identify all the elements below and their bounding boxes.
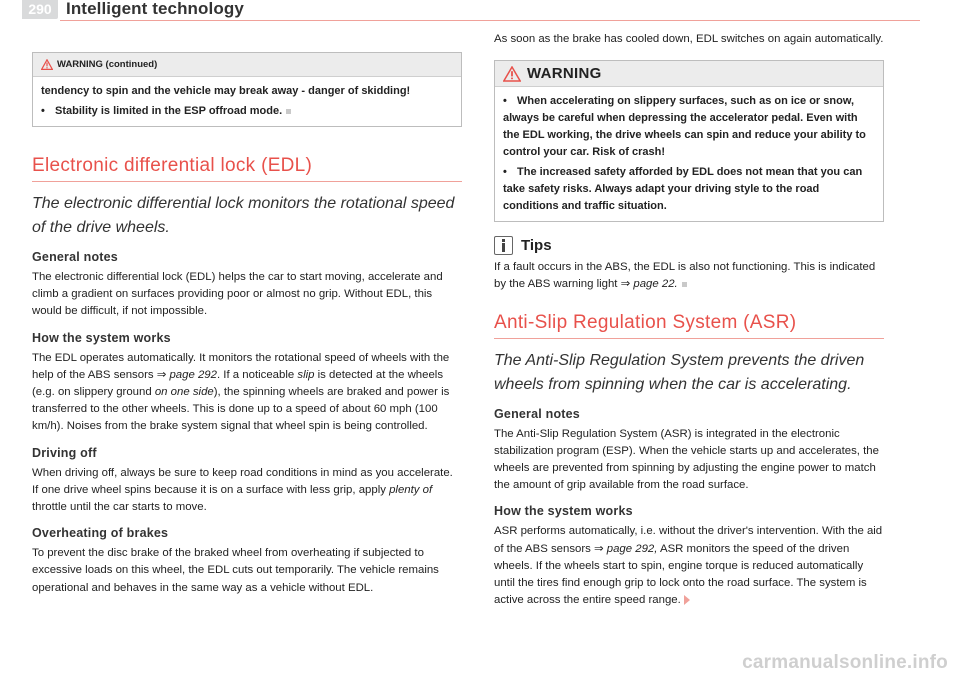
tips-text-main: If a fault occurs in the ABS, the EDL is also not functioning. This is indicated by the ABS warning light ⇒ bbox=[494, 261, 876, 291]
asr-page-link[interactable]: page 292, bbox=[606, 542, 658, 555]
tips-page-link[interactable]: page 22. bbox=[633, 278, 678, 291]
warning-bullet-1-text: When accelerating on slippery surfaces, such as on ice or snow, always be careful when depressing the accelerator pedal. Even with the EDL working, the drive wheels can spin and reduce your ability to control your car. Risk of crash! bbox=[503, 95, 866, 159]
warning-triangle-icon bbox=[503, 66, 521, 82]
edl-section-heading: Electronic differential lock (EDL) bbox=[32, 155, 313, 176]
bullet-dot: • bbox=[41, 105, 45, 117]
warning-continued-body bbox=[33, 77, 461, 126]
warning-body bbox=[495, 87, 883, 221]
edl-slip-term: slip bbox=[297, 368, 315, 381]
warning-continued-bullet bbox=[41, 103, 453, 120]
warning-continued-text: tendency to spin and the vehicle may break away - danger of skidding! bbox=[41, 85, 411, 97]
asr-works-part2: ASR monitors the speed of the driven wheels. If the wheels start to spin, engine torque is reduced automatically until the tires find enough grip to lock onto the road surface. The system is active across the entire speed range. bbox=[494, 542, 867, 607]
edl-general-notes-heading: General notes bbox=[32, 250, 118, 264]
edl-how-works-heading: How the system works bbox=[32, 330, 171, 345]
edl-lead-text: The electronic differential lock monitors the rotational speed of the drive wheels. bbox=[32, 195, 455, 236]
edl-works-part2: . If a noticeable bbox=[216, 368, 298, 381]
asr-general-notes-heading: General notes bbox=[494, 406, 580, 421]
asr-section-heading: Anti-Slip Regulation System (ASR) bbox=[494, 311, 797, 333]
page-number: 290 bbox=[28, 1, 52, 17]
edl-driving-off-text bbox=[32, 465, 462, 517]
chapter-title: Intelligent technology bbox=[66, 0, 244, 18]
edl-overheating-heading: Overheating of brakes bbox=[32, 526, 169, 541]
tips-title: Tips bbox=[521, 237, 552, 255]
asr-lead-text: The Anti-Slip Regulation System prevents the driven wheels from spinning when the car is accelerating. bbox=[494, 351, 865, 393]
warning-triangle-icon bbox=[41, 59, 53, 70]
tips-header bbox=[494, 236, 884, 255]
asr-works-part1: ASR performs automatically, i.e. without the driver's intervention. With the aid of the ABS sensors ⇒ bbox=[494, 525, 883, 555]
tips-text bbox=[494, 259, 884, 293]
warning-bullet-2-text: The increased safety afforded by EDL does not mean that you can take safety risks. Always adapt your driving style to the road conditions and traffic situation. bbox=[503, 166, 863, 213]
edl-works-part3: is detected at the wheels (e.g. on slippery ground bbox=[32, 368, 444, 399]
edl-heading-rule bbox=[32, 181, 462, 182]
warning-continued-box bbox=[32, 52, 462, 127]
page-number-badge bbox=[22, 0, 58, 19]
warning-box bbox=[494, 60, 884, 222]
asr-general-notes-text: The Anti-Slip Regulation System (ASR) is integrated in the electronic stabilization program (ESP). When the vehicle starts up and accelerates, the wheels are prevented from spinning by adjusting the engine power to match the amount of grip available from the road surface. bbox=[494, 427, 879, 492]
warning-continued-bullet-text: Stability is limited in the ESP offroad mode. bbox=[55, 105, 283, 117]
left-column bbox=[32, 52, 462, 597]
plenty-of-term: plenty of bbox=[389, 483, 433, 496]
warning-bullet-2 bbox=[503, 164, 875, 215]
warning-continued-title: WARNING (continued) bbox=[57, 59, 158, 70]
edl-overheating-text: To prevent the disc brake of the braked wheel from overheating if subjected to excessive loads on this wheel, the EDL cuts out temporarily. The vehicle remains operational and behaves in the same way as a vehicle without EDL. bbox=[32, 547, 439, 594]
driving-part1: When driving off, always be sure to keep road conditions in mind as you accelerate. If one drive wheel spins because it is on a surface with less grip, apply bbox=[32, 466, 453, 496]
warning-bullet-1 bbox=[503, 93, 875, 161]
warning-header bbox=[495, 61, 883, 87]
edl-one-side-term: on one side bbox=[154, 386, 214, 399]
edl-how-works-text bbox=[32, 350, 462, 436]
watermark: carmanualsonline.info bbox=[742, 652, 948, 673]
edl-driving-off-heading: Driving off bbox=[32, 445, 97, 460]
right-column bbox=[494, 33, 884, 609]
edl-page-link[interactable]: page 292 bbox=[169, 368, 217, 381]
section-end-marker bbox=[682, 282, 687, 287]
asr-how-works-text bbox=[494, 523, 884, 609]
continue-arrow-icon bbox=[684, 595, 690, 605]
edl-general-notes-text: The electronic differential lock (EDL) helps the car to start moving, accelerate and climb a gradient on surfaces providing poor or almost no grip. Without EDL, this would be difficult, if not impossible. bbox=[32, 271, 443, 318]
info-icon bbox=[494, 236, 513, 255]
warning-title: WARNING bbox=[527, 65, 602, 83]
asr-heading-rule bbox=[494, 338, 884, 339]
header-divider bbox=[60, 20, 920, 21]
edl-works-part1: The EDL operates automatically. It monitors the rotational speed of wheels with the help of the ABS sensors ⇒ bbox=[32, 351, 450, 381]
edl-reactivation-text: As soon as the brake has cooled down, EDL switches on again automatically. bbox=[494, 33, 884, 45]
bullet-dot: • bbox=[503, 95, 507, 108]
asr-how-works-heading: How the system works bbox=[494, 504, 633, 519]
tips-section bbox=[494, 236, 884, 293]
bullet-dot: • bbox=[503, 166, 507, 179]
edl-works-part4: ), the spinning wheels are braked and power is transferred to the other wheels. This is done up to a speed of about 60 mph (100 km/h). Noises from the brake system signal that wheel spin is being controlled. bbox=[32, 386, 450, 433]
warning-continued-header bbox=[33, 53, 461, 77]
driving-part2: throttle until the car starts to move. bbox=[32, 501, 207, 514]
section-end-marker bbox=[286, 109, 291, 114]
